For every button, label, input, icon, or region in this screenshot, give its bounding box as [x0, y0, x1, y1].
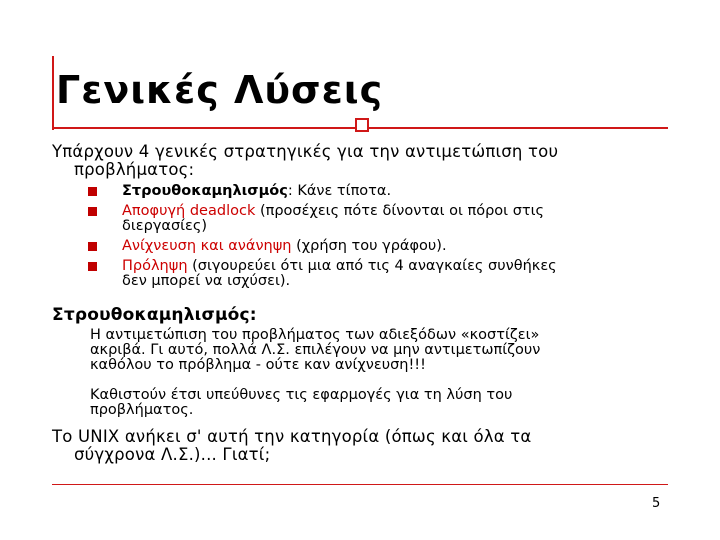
ostrich-paragraph-1 [90, 328, 666, 373]
ostrich-para1-line-1: Η αντιμετώπιση του προβλήματος των αδιεξόδων «κοστίζει» [90, 327, 540, 343]
bullet-label: Αποφυγή deadlock [122, 203, 256, 219]
list-item [84, 204, 666, 234]
bullet-text: : Κάνε τίποτα. [287, 183, 392, 199]
list-item [84, 184, 666, 199]
bullet-continuation: δεν μπορεί να ισχύσει). [122, 273, 291, 289]
ostrich-heading: Στρουθοκαμηλισμός: [52, 305, 257, 325]
unix-line-1: Το UNIX ανήκει σ' αυτή την κατηγορία (όπως και όλα τα [52, 427, 532, 446]
square-bullet-icon [88, 187, 97, 196]
page-number: 5 [652, 496, 661, 511]
footer-rule [52, 484, 668, 485]
ostrich-para1-line-2: ακριβά. Γι αυτό, πολλά Λ.Σ. επιλέγουν να μην αντιμετωπίζουν [90, 342, 541, 358]
unix-text [52, 428, 664, 464]
list-item [84, 259, 666, 289]
ostrich-paragraph-2 [90, 388, 666, 418]
intro-line-2: προβλήματος: [74, 160, 195, 179]
bullet-label: Ανίχνευση και ανάνηψη [122, 238, 292, 254]
bullet-text: (σιγουρεύει ότι μια από τις 4 αναγκαίες συνθήκες [187, 258, 557, 274]
list-item [84, 239, 666, 254]
slide-title: Γενικές Λύσεις [56, 68, 384, 112]
bullet-label: Πρόληψη [122, 258, 188, 274]
ostrich-para2-line-2: προβλήματος. [90, 402, 194, 418]
bullet-label: Στρουθοκαμηλισμός [122, 183, 288, 199]
bullet-continuation: διεργασίες) [122, 218, 208, 234]
intro-text [52, 143, 664, 179]
bullet-text: (χρήση του γράφου). [291, 238, 447, 254]
ostrich-para1-line-3: καθόλου το πρόβλημα - ούτε καν ανίχνευση!!! [90, 357, 426, 373]
ostrich-para2-line-1: Καθιστούν έτσι υπεύθυνες τις εφαρμογές για τη λύση του [90, 387, 513, 403]
bullet-text: (προσέχεις πότε δίνονται οι πόροι στις [255, 203, 545, 219]
square-bullet-icon [88, 242, 97, 251]
unix-line-2: σύγχρονα Λ.Σ.)... Γιατί; [74, 445, 271, 464]
title-vertical-rule [52, 56, 54, 130]
strategy-list [84, 184, 666, 289]
intro-line-1: Υπάρχουν 4 γενικές στρατηγικές για την αντιμετώπιση του [52, 142, 559, 161]
title-rule-box-marker [355, 118, 369, 132]
square-bullet-icon [88, 207, 97, 216]
square-bullet-icon [88, 262, 97, 271]
